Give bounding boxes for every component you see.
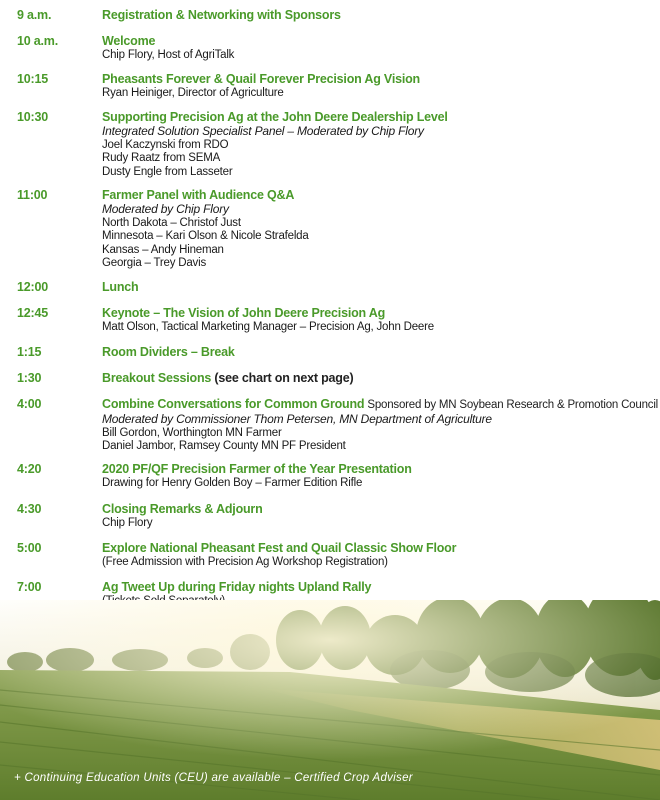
entry-title: Pheasants Forever & Quail Forever Precision Ag Vision <box>102 72 420 86</box>
entry-title: Keynote – The Vision of John Deere Precision Ag <box>102 306 386 320</box>
entry-title <box>102 371 657 386</box>
entry-time: 1:30 <box>17 371 42 385</box>
entry-line: North Dakota – Christof Just <box>102 216 241 229</box>
entry-moderator: Integrated Solution Specialist Panel – Moderated by Chip Flory <box>102 124 424 138</box>
entry-title-note: (see chart on next page) <box>211 371 354 385</box>
entry-title: Lunch <box>102 280 139 294</box>
entry-time: 11:00 <box>17 188 48 202</box>
entry-time: 4:30 <box>17 502 42 516</box>
entry-title: Registration & Networking with Sponsors <box>102 8 341 22</box>
entry-time: 12:00 <box>17 280 48 294</box>
entry-line: Minnesota – Kari Olson & Nicole Strafelda <box>102 230 309 242</box>
entry-line: Chip Flory <box>102 517 153 529</box>
entry-line: Daniel Jambor, Ramsey County MN PF President <box>102 440 346 452</box>
entry-title-text: Breakout Sessions <box>102 371 212 385</box>
entry-title: Closing Remarks & Adjourn <box>102 502 263 516</box>
entry-title: Room Dividers – Break <box>102 345 235 359</box>
entry-moderator: Moderated by Commissioner Thom Petersen, MN Department of Agriculture <box>102 412 492 426</box>
entry-line: (Free Admission with Precision Ag Workshop Registration) <box>102 556 388 568</box>
entry-moderator: Moderated by Chip Flory <box>102 202 229 216</box>
entry-time: 10 a.m. <box>17 34 58 48</box>
field-landscape-image <box>0 600 660 800</box>
entry-title: Supporting Precision Ag at the John Deere Dealership Level <box>102 110 448 124</box>
entry-title <box>102 397 657 413</box>
entry-time: 5:00 <box>17 541 42 555</box>
entry-time: 4:00 <box>17 397 42 411</box>
entry-title: Farmer Panel with Audience Q&A <box>102 188 295 202</box>
entry-title-text: Combine Conversations for Common Ground <box>102 397 365 411</box>
entry-line: Chip Flory, Host of AgriTalk <box>102 49 235 61</box>
entry-line: Rudy Raatz from SEMA <box>102 152 221 164</box>
entry-time: 9 a.m. <box>17 8 52 22</box>
entry-sponsor: Sponsored by MN Soybean Research & Promotion Council <box>364 399 659 411</box>
entry-line: Dusty Engle from Lasseter <box>102 165 233 178</box>
entry-line: Ryan Heiniger, Director of Agriculture <box>102 87 284 99</box>
entry-line: Kansas – Andy Hineman <box>102 243 224 256</box>
entry-time: 10:30 <box>17 110 48 124</box>
entry-title: Ag Tweet Up during Friday nights Upland Rally <box>102 580 372 594</box>
entry-time: 10:15 <box>17 72 48 86</box>
entry-title: 2020 PF/QF Precision Farmer of the Year Presentation <box>102 462 412 476</box>
entry-line: Drawing for Henry Golden Boy – Farmer Edition Rifle <box>102 477 363 489</box>
entry-time: 12:45 <box>17 306 48 320</box>
entry-line: Bill Gordon, Worthington MN Farmer <box>102 426 282 439</box>
entry-line: Joel Kaczynski from RDO <box>102 138 229 151</box>
entry-time: 7:00 <box>17 580 42 594</box>
entry-line: Matt Olson, Tactical Marketing Manager – Precision Ag, John Deere <box>102 321 434 333</box>
entry-time: 4:20 <box>17 462 42 476</box>
entry-title: Explore National Pheasant Fest and Quail Classic Show Floor <box>102 541 457 555</box>
entry-title: Welcome <box>102 34 156 48</box>
ceu-footnote: + Continuing Education Units (CEU) are available – Certified Crop Adviser <box>14 772 413 784</box>
entry-time: 1:15 <box>17 345 42 359</box>
entry-line: Georgia – Trey Davis <box>102 257 207 269</box>
